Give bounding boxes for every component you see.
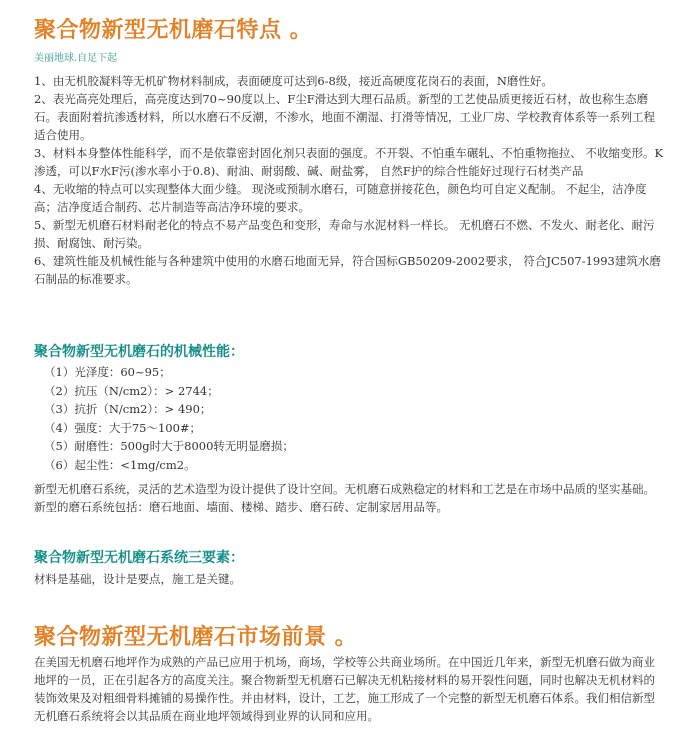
mechanical-item-3: （3）抗折（N/cm2）：> 490； <box>44 402 212 416</box>
feature-item-5: 5、新型无机磨石材料耐老化的特点不易产品变色和变形，寿命与水泥材料一样长。 无机磨石不燃、不发火、耐老化、耐污损、耐腐蚀、耐污染。 <box>34 218 655 250</box>
feature-item-4: 4、无收缩的特点可以实现整体大面少缝。 现浇或预制水磨石，可随意拼接花色，颜色均可自定义配制。 不起尘，洁净度高；洁净度适合制药、芯片制造等高洁净环境的要求。 <box>34 182 647 214</box>
mechanical-item-5: （5）耐磨性：500g时大于8000转无明显磨损； <box>44 439 294 453</box>
feature-item-1: 1、由无机胶凝料等无机矿物材料制成，表面硬度可达到6-8级，接近高硬度花岗石的表面，N磨性好。 <box>34 74 553 88</box>
mechanical-item-1: （1）光泽度：60~95； <box>44 365 171 379</box>
market-heading: 聚合物新型无机磨石市场前景 。 <box>34 625 358 650</box>
mechanical-list <box>44 363 644 474</box>
feature-item-2: 2、表光高亮处理后，高亮度达到70~90度以上、F尘F滑达到大理石品质。新型的工艺使品质更接近石材，故也称生态磨石。表面附着抗渗透材料，所以水磨石不反潮，不渗水，地面不潮湿、打滑等情况，工业厂房、学校教育体系等一系列工程适合使用。 <box>34 92 655 142</box>
tagline: 美丽地球.自足下起 <box>34 53 118 64</box>
features-heading: 聚合物新型无机磨石特点 。 <box>34 18 313 43</box>
mechanical-heading: 聚合物新型无机磨石的机械性能： <box>34 344 244 360</box>
feature-item-3: 3、材料本身整体性能科学，而不是依靠密封固化剂只表面的强度。不开裂、不怕重车碾轧、不怕重物拖拉、 不收缩变形。K渗透，可以F水F污(渗水率小于0.8)、耐油、耐弱酸、碱、耐盐雾， 自然F护的综合性能好过现行石材类产品 <box>34 146 664 178</box>
mechanical-item-4: （4）强度：大于75～100#； <box>44 420 202 435</box>
features-list <box>34 72 664 288</box>
feature-item-6: 6、建筑性能及机械性能与各种建筑中使用的水磨石地面无异，符合国标GB50209-2002要求， 符合JC507-1993建筑水磨石制品的标准要求。 <box>34 254 661 286</box>
elements-text: 材料是基础，设计是要点，施工是关键。 <box>34 572 241 586</box>
elements-heading: 聚合物新型无机磨石系统三要素： <box>34 550 244 566</box>
market-text: 在美国无机磨石地坪作为成熟的产品已应用于机场，商场，学校等公共商业场所。在中国近几年来，新型无机磨石做为商业地坪的一员，正在引起各方的高度关注。聚合物新型无机磨石已解决无机粘接材料的易开裂性问题，同时也解决无机材料的装饰效果及对粗细骨料摊铺的易操作性。并由材料，设计，工艺，施工形成了一个完整的新型无机磨石体系。我们相信新型无机磨石系统将会以其品质在商业地坪领域得到业界的认同和应用。 <box>34 655 655 723</box>
mechanical-item-2: （2）抗压（N/cm2）：> 2744； <box>44 383 219 398</box>
system-paragraph: 新型无机磨石系统，灵活的艺术造型为设计提供了设计空间。无机磨石成熟稳定的材料和工艺是在市场中品质的坚实基础。 <box>34 482 655 496</box>
system-components: 新型的磨石系统包括：磨石地面、墙面、楼梯、踏步、磨石砖、定制家居用品等。 <box>34 500 448 514</box>
mechanical-item-6: （6）起尘性：<1mg/cm2。 <box>44 457 196 472</box>
system-description <box>34 480 664 516</box>
